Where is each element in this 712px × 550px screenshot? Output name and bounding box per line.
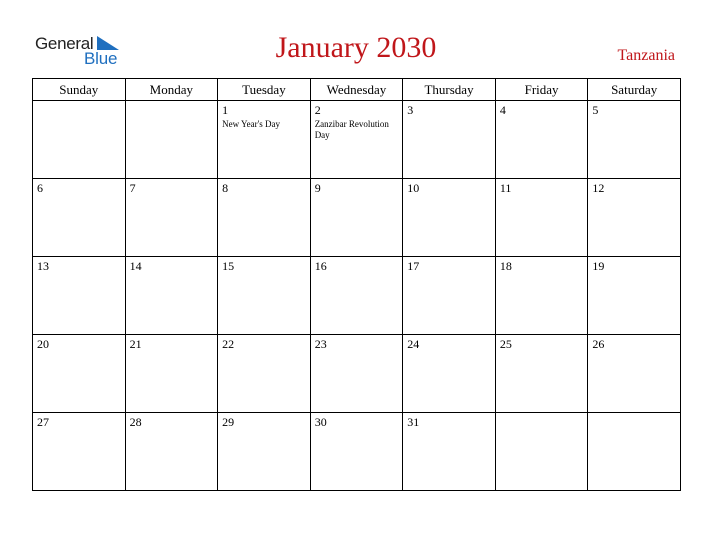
day-number: 25 bbox=[499, 337, 512, 351]
day-cell bbox=[218, 257, 311, 335]
week-row bbox=[33, 257, 681, 335]
day-number: 7 bbox=[129, 181, 136, 195]
day-cell bbox=[33, 101, 126, 179]
logo-text-general: General bbox=[35, 34, 94, 53]
day-cell bbox=[33, 179, 126, 257]
day-cell bbox=[588, 335, 681, 413]
day-number bbox=[126, 101, 218, 104]
day-number: 17 bbox=[407, 259, 420, 273]
day-cell bbox=[33, 335, 126, 413]
day-cell bbox=[588, 413, 681, 491]
day-cell bbox=[310, 257, 403, 335]
day-cell bbox=[33, 413, 126, 491]
day-cell bbox=[403, 335, 496, 413]
day-number: 19 bbox=[592, 259, 605, 273]
day-cell bbox=[310, 101, 403, 179]
calendar-title: January 2030 bbox=[275, 31, 437, 64]
day-cell bbox=[218, 413, 311, 491]
day-number: 9 bbox=[314, 181, 321, 195]
day-number: 23 bbox=[314, 337, 327, 351]
week-row bbox=[33, 101, 681, 179]
day-cell bbox=[125, 413, 218, 491]
day-cell bbox=[310, 179, 403, 257]
day-number: 11 bbox=[499, 181, 512, 195]
day-number: 4 bbox=[499, 103, 506, 117]
week-row bbox=[33, 413, 681, 491]
day-cell bbox=[33, 257, 126, 335]
day-number bbox=[33, 101, 125, 104]
day-cell bbox=[125, 257, 218, 335]
day-cell bbox=[495, 257, 588, 335]
day-cell bbox=[310, 335, 403, 413]
day-number: 18 bbox=[499, 259, 512, 273]
day-cell bbox=[403, 413, 496, 491]
day-number: 13 bbox=[37, 259, 49, 273]
day-cell bbox=[588, 257, 681, 335]
day-number: 31 bbox=[407, 415, 420, 429]
day-number: 22 bbox=[222, 337, 235, 351]
weekday-saturday: Saturday bbox=[588, 79, 681, 101]
weekday-header-row bbox=[33, 79, 681, 101]
day-number: 15 bbox=[222, 259, 235, 273]
day-number: 27 bbox=[37, 415, 49, 429]
day-number bbox=[496, 413, 588, 416]
day-number: 20 bbox=[37, 337, 49, 351]
day-number: 28 bbox=[129, 415, 142, 429]
day-number: 1 bbox=[222, 103, 229, 117]
day-cell bbox=[588, 179, 681, 257]
day-cell bbox=[495, 335, 588, 413]
day-number: 14 bbox=[129, 259, 142, 273]
weekday-tuesday: Tuesday bbox=[218, 79, 311, 101]
day-cell bbox=[125, 335, 218, 413]
day-cell bbox=[403, 257, 496, 335]
day-number: 10 bbox=[407, 181, 420, 195]
day-number: 3 bbox=[407, 103, 414, 117]
weekday-thursday: Thursday bbox=[403, 79, 496, 101]
day-cell bbox=[403, 101, 496, 179]
day-number: 24 bbox=[407, 337, 420, 351]
day-cell bbox=[495, 179, 588, 257]
logo-text-blue: Blue bbox=[84, 49, 118, 68]
day-number bbox=[588, 413, 680, 416]
day-number: 29 bbox=[222, 415, 235, 429]
day-cell bbox=[125, 179, 218, 257]
weekday-wednesday: Wednesday bbox=[310, 79, 403, 101]
week-row bbox=[33, 179, 681, 257]
day-number: 2 bbox=[314, 103, 321, 117]
day-cell bbox=[403, 179, 496, 257]
country-label: Tanzania bbox=[617, 47, 675, 64]
day-number: 12 bbox=[592, 181, 605, 195]
weekday-monday: Monday bbox=[125, 79, 218, 101]
day-cell bbox=[218, 179, 311, 257]
day-number: 5 bbox=[592, 103, 599, 117]
day-number: 8 bbox=[222, 181, 229, 195]
calendar-grid bbox=[32, 78, 681, 491]
day-number: 6 bbox=[37, 181, 43, 195]
day-cell bbox=[495, 413, 588, 491]
day-cell bbox=[125, 101, 218, 179]
holiday-label: Zanzibar Revolution Day bbox=[314, 119, 389, 140]
week-row bbox=[33, 335, 681, 413]
day-cell bbox=[218, 101, 311, 179]
day-cell bbox=[588, 101, 681, 179]
day-cell bbox=[218, 335, 311, 413]
day-number: 30 bbox=[314, 415, 327, 429]
weekday-friday: Friday bbox=[495, 79, 588, 101]
day-number: 16 bbox=[314, 259, 327, 273]
weekday-sunday: Sunday bbox=[33, 79, 126, 101]
holiday-label: New Year's Day bbox=[222, 119, 280, 129]
day-number: 21 bbox=[129, 337, 142, 351]
day-cell bbox=[310, 413, 403, 491]
day-number: 26 bbox=[592, 337, 605, 351]
day-cell bbox=[495, 101, 588, 179]
